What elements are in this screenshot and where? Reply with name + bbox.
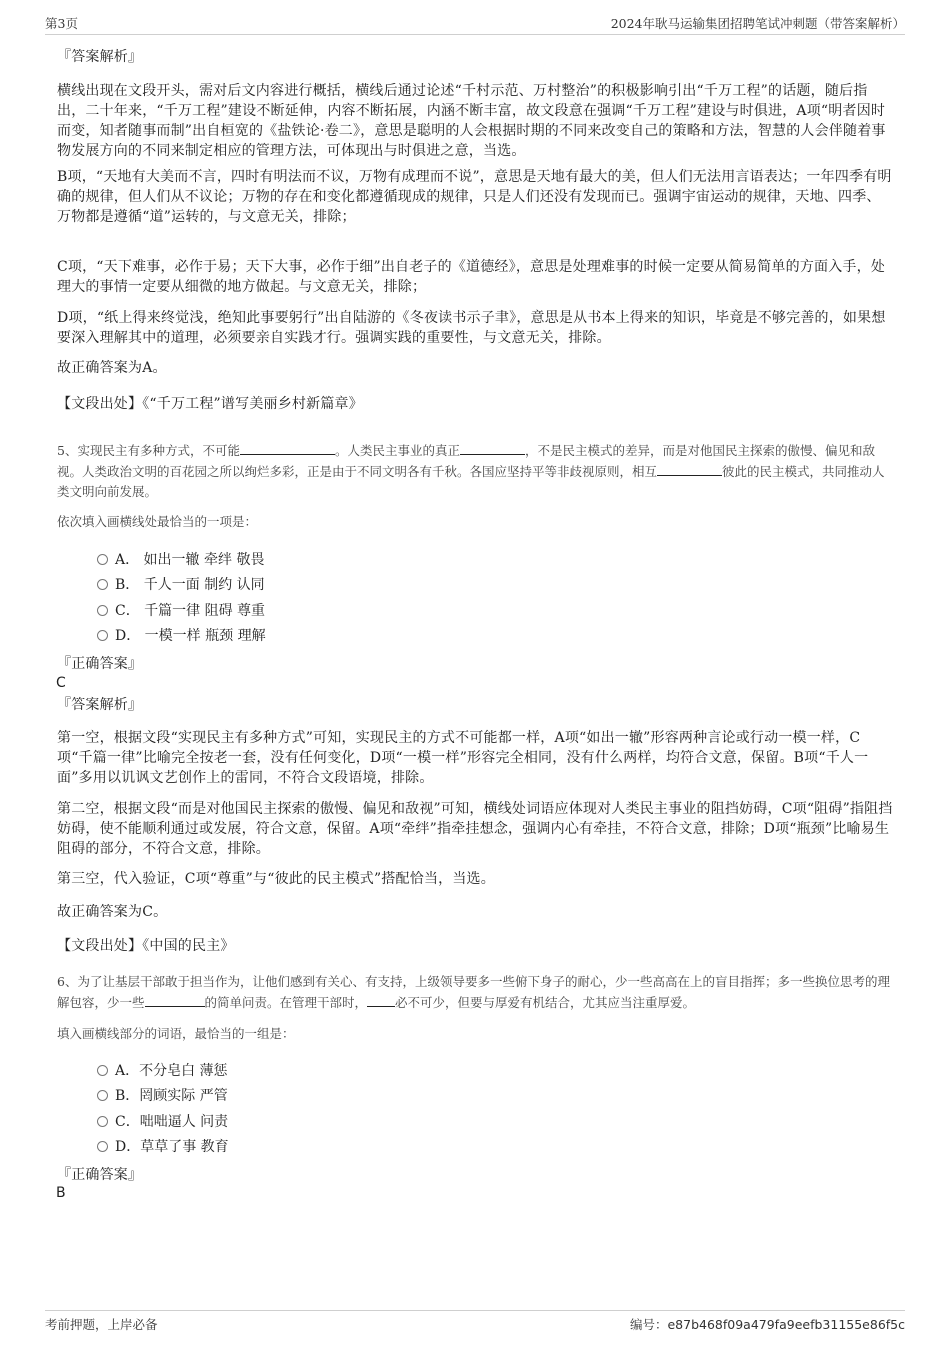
option-d[interactable]: D． 一模一样 瓶颈 理解 <box>97 626 266 646</box>
page-header <box>45 12 905 35</box>
source-citation: 【文段出处】《“千万工程”谱写美丽乡村新篇章》 <box>57 396 363 412</box>
option-d[interactable]: D．草草了事 教育 <box>97 1137 229 1157</box>
document-title: 2024年耿马运输集团招聘笔试冲刺题（带答案解析） <box>610 16 905 31</box>
radio-icon[interactable] <box>97 1116 108 1127</box>
radio-icon[interactable] <box>97 1141 108 1152</box>
radio-icon[interactable] <box>97 1090 108 1101</box>
answer-heading: 『正确答案』 <box>57 656 143 672</box>
fill-blank <box>460 440 525 455</box>
question-5-text: 5、实现民主有多种方式，不可能 。人类民主事业的真正 ，不是民主模式的差异，而是对他国民主探索的傲慢、偏见和敌视。人类政治文明的百花园之所以绚烂多彩，正是由于不同文明各有千秋。各国应坚持平等非歧视原则，相互 彼此的民主模式，共同推动人类文明向前发展。 <box>57 440 893 502</box>
analysis-paragraph: D项，“纸上得来终觉浅，绝知此事要躬行”出自陆游的《冬夜读书示子聿》，意思是从书本上得来的知识，毕竟是不够完善的，如果想要深入理解其中的道理，必须要亲自实践才行。强调实践的重要性，与文意无关，排除。 <box>57 310 886 346</box>
conclusion: 故正确答案为A。 <box>57 360 167 376</box>
page-number: 第3页 <box>45 16 78 31</box>
radio-icon[interactable] <box>97 605 108 616</box>
analysis-paragraph: B项，“天地有大美而不言，四时有明法而不议，万物有成理而不说”，意思是天地有最大的美，但人们无法用言语表达；一年四季有明确的规律，但人们从不议论；万物的存在和变化都遵循现成的规律，只是人们还没有发现而已。强调宇宙运动的规律，天地、四季、万物都是遵循“道”运转的，与文意无关，排除； <box>57 169 892 225</box>
fill-blank <box>240 440 335 455</box>
option-c[interactable]: C． 千篇一律 阻碍 尊重 <box>97 601 265 621</box>
correct-answer: B <box>56 1185 66 1201</box>
fill-blank <box>657 461 722 476</box>
fill-blank <box>145 992 205 1007</box>
conclusion: 故正确答案为C。 <box>57 904 168 920</box>
analysis-heading: 『答案解析』 <box>57 49 143 65</box>
question-6-text: 6、为了让基层干部敢于担当作为，让他们感到有关心、有支持，上级领导要多一些俯下身子的耐心，少一些高高在上的盲目指挥；多一些换位思考的理解包容，少一些 的简单问责。在管理干部时， 必不可少，但要与厚爱有机结合，尤其应当注重厚爱。 <box>57 974 890 1010</box>
radio-icon[interactable] <box>97 630 108 641</box>
question-prompt: 依次填入画横线处最恰当的一项是： <box>57 514 258 529</box>
analysis-paragraph: C项，“天下难事，必作于易；天下大事，必作于细”出自老子的《道德经》，意思是处理难事的时候一定要从简易简单的方面入手，处理大的事情一定要从细微的地方做起。与文意无关，排除； <box>57 259 886 295</box>
question-prompt: 填入画横线部分的词语，最恰当的一组是： <box>57 1026 295 1041</box>
document-id: 编号：e87b468f09a479fa9eefb31155e86f5c <box>629 1317 905 1332</box>
analysis-paragraph: 横线出现在文段开头，需对后文内容进行概括，横线后通过论述“千村示范、万村整治”的积极影响引出“千万工程”的话题，随后指出，二十年来，“千万工程”建设不断延伸，内容不断拓展，内涵不断丰富，故文段意在强调“千万工程”建设与时俱进，A项“明者因时而变，知者随事而制”出自桓宽的《盐铁论·卷二》，意思是聪明的人会根据时期的不同来改变自己的策略和方法，智慧的人会伴随着事物发展方向的不同来制定相应的管理方法，可体现出与时俱进之意，当选。 <box>57 83 886 159</box>
footer-slogan: 考前押题，上岸必备 <box>45 1317 158 1332</box>
analysis-paragraph: 第二空，根据文段“而是对他国民主探索的傲慢、偏见和敌视”可知，横线处词语应体现对人类民主事业的阻挡妨碍，C项“阻碍”指阻挡妨碍，使不能顺利通过或发展，符合文意，保留。A项“牵绊”指牵挂想念，强调内心有牵挂，不符合文意，排除；D项“瓶颈”比喻易生阻碍的部分，不符合文意，排除。 <box>57 801 893 857</box>
analysis-paragraph: 第三空，代入验证，C项“尊重”与“彼此的民主模式”搭配恰当，当选。 <box>57 871 495 887</box>
analysis-paragraph: 第一空，根据文段“实现民主有多种方式”可知，实现民主的方式不可能都一样，A项“如出一辙”形容两种言论或行动一模一样，C项“千篇一律”比喻完全按老一套，没有任何变化，D项“一模一样”形容完全相同，没有什么两样，均符合文意，保留。B项“千人一面”多用以讥讽文艺创作上的雷同，不符合文段语境，排除。 <box>57 730 869 786</box>
answer-heading: 『正确答案』 <box>57 1167 143 1183</box>
page-footer <box>45 1310 905 1335</box>
option-a[interactable]: A． 如出一辙 牵绊 敬畏 <box>97 550 264 570</box>
fill-blank <box>367 992 395 1007</box>
option-b[interactable]: B．罔顾实际 严管 <box>97 1086 228 1106</box>
radio-icon[interactable] <box>97 579 108 590</box>
analysis-heading: 『答案解析』 <box>57 697 143 713</box>
option-a[interactable]: A．不分皂白 薄惩 <box>97 1061 228 1081</box>
radio-icon[interactable] <box>97 554 108 565</box>
correct-answer: C <box>56 675 66 691</box>
option-b[interactable]: B． 千人一面 制约 认同 <box>97 575 265 595</box>
source-citation: 【文段出处】《中国的民主》 <box>57 938 235 954</box>
radio-icon[interactable] <box>97 1065 108 1076</box>
option-c[interactable]: C．咄咄逼人 问责 <box>97 1112 228 1132</box>
